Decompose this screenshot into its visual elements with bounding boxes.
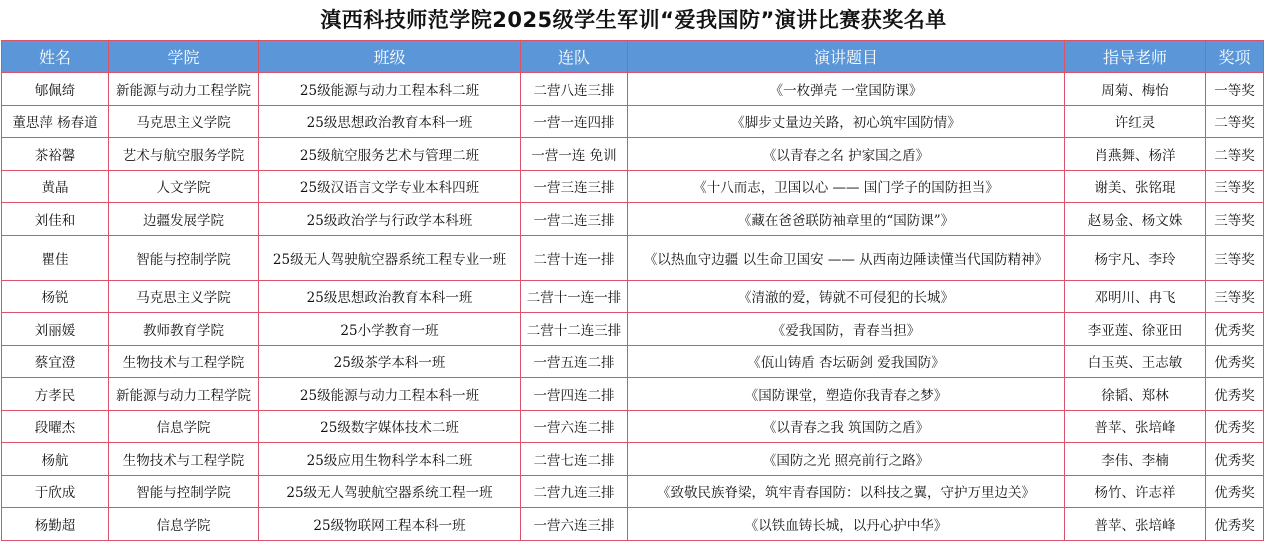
cell-college: 新能源与动力工程学院 (109, 73, 259, 106)
cell-company: 一营六连二排 (521, 410, 628, 443)
cell-award: 三等奖 (1206, 280, 1264, 313)
cell-class: 25级物联网工程本科一班 (259, 508, 521, 541)
cell-class: 25级航空服务艺术与管理二班 (259, 138, 521, 171)
cell-speech-title: 《国防之光 照亮前行之路》 (628, 443, 1065, 476)
header-name: 姓名 (2, 41, 109, 73)
cell-name: 黄晶 (2, 170, 109, 203)
cell-college: 马克思主义学院 (109, 280, 259, 313)
cell-company: 一营一连四排 (521, 105, 628, 138)
cell-advisor: 李伟、李楠 (1065, 443, 1206, 476)
cell-award: 优秀奖 (1206, 345, 1264, 378)
cell-company: 二营十一连一排 (521, 280, 628, 313)
cell-name: 刘丽媛 (2, 313, 109, 346)
cell-class: 25级能源与动力工程本科一班 (259, 378, 521, 411)
cell-class: 25小学教育一班 (259, 313, 521, 346)
cell-company: 二营十二连三排 (521, 313, 628, 346)
cell-name: 方孝民 (2, 378, 109, 411)
cell-college: 新能源与动力工程学院 (109, 378, 259, 411)
header-advisor: 指导老师 (1065, 41, 1206, 73)
header-award: 奖项 (1206, 41, 1264, 73)
table-row (2, 475, 1264, 508)
cell-award: 优秀奖 (1206, 378, 1264, 411)
cell-name: 郇佩绮 (2, 73, 109, 106)
cell-class: 25级无人驾驶航空器系统工程一班 (259, 475, 521, 508)
cell-award: 三等奖 (1206, 235, 1264, 280)
cell-class: 25级政治学与行政学本科班 (259, 203, 521, 236)
award-table (1, 40, 1264, 541)
cell-college: 信息学院 (109, 410, 259, 443)
cell-college: 生物技术与工程学院 (109, 345, 259, 378)
cell-speech-title: 《佤山铸盾 杏坛砺剑 爱我国防》 (628, 345, 1065, 378)
cell-company: 二营十连一排 (521, 235, 628, 280)
cell-college: 马克思主义学院 (109, 105, 259, 138)
cell-award: 三等奖 (1206, 203, 1264, 236)
cell-speech-title: 《藏在爸爸联防袖章里的“国防课”》 (628, 203, 1065, 236)
cell-college: 生物技术与工程学院 (109, 443, 259, 476)
cell-college: 人文学院 (109, 170, 259, 203)
cell-advisor: 周菊、梅怡 (1065, 73, 1206, 106)
cell-advisor: 赵易金、杨文姝 (1065, 203, 1206, 236)
cell-company: 一营一连 免训 (521, 138, 628, 171)
cell-name: 段曜杰 (2, 410, 109, 443)
header-college: 学院 (109, 41, 259, 73)
table-row (2, 410, 1264, 443)
cell-speech-title: 《国防课堂，塑造你我青春之梦》 (628, 378, 1065, 411)
cell-speech-title: 《以热血守边疆 以生命卫国安 —— 从西南边陲读懂当代国防精神》 (628, 235, 1065, 280)
cell-advisor: 杨宇凡、李玲 (1065, 235, 1206, 280)
cell-speech-title: 《以青春之我 筑国防之盾》 (628, 410, 1065, 443)
table-row (2, 280, 1264, 313)
table-row (2, 345, 1264, 378)
cell-college: 智能与控制学院 (109, 475, 259, 508)
cell-award: 优秀奖 (1206, 410, 1264, 443)
cell-class: 25级数字媒体技术二班 (259, 410, 521, 443)
cell-company: 一营四连二排 (521, 378, 628, 411)
cell-company: 二营八连三排 (521, 73, 628, 106)
cell-company: 一营三连三排 (521, 170, 628, 203)
cell-advisor: 普苹、张培峰 (1065, 508, 1206, 541)
cell-award: 优秀奖 (1206, 475, 1264, 508)
cell-advisor: 杨竹、许志祥 (1065, 475, 1206, 508)
cell-speech-title: 《十八而志，卫国以心 —— 国门学子的国防担当》 (628, 170, 1065, 203)
cell-name: 蔡宜澄 (2, 345, 109, 378)
cell-award: 优秀奖 (1206, 443, 1264, 476)
cell-class: 25级思想政治教育本科一班 (259, 280, 521, 313)
cell-class: 25级无人驾驶航空器系统工程专业一班 (259, 235, 521, 280)
cell-advisor: 普苹、张培峰 (1065, 410, 1206, 443)
cell-award: 一等奖 (1206, 73, 1264, 106)
cell-company: 二营七连二排 (521, 443, 628, 476)
table-row (2, 313, 1264, 346)
cell-college: 信息学院 (109, 508, 259, 541)
table-row (2, 170, 1264, 203)
cell-advisor: 白玉英、王志敏 (1065, 345, 1206, 378)
cell-name: 刘佳和 (2, 203, 109, 236)
table-row (2, 508, 1264, 541)
cell-speech-title: 《致敬民族脊梁，筑牢青春国防：以科技之翼，守护万里边关》 (628, 475, 1065, 508)
cell-award: 优秀奖 (1206, 313, 1264, 346)
table-row (2, 443, 1264, 476)
cell-company: 一营六连三排 (521, 508, 628, 541)
cell-advisor: 许红灵 (1065, 105, 1206, 138)
header-speech-title: 演讲题目 (628, 41, 1065, 73)
cell-college: 艺术与航空服务学院 (109, 138, 259, 171)
table-row (2, 203, 1264, 236)
cell-name: 杨航 (2, 443, 109, 476)
cell-name: 于欣成 (2, 475, 109, 508)
cell-speech-title: 《以青春之名 护家国之盾》 (628, 138, 1065, 171)
table-row (2, 378, 1264, 411)
cell-advisor: 徐韬、郑林 (1065, 378, 1206, 411)
page-title: 滇西科技师范学院2025级学生军训“爱我国防”演讲比赛获奖名单 (320, 8, 947, 32)
cell-class: 25级应用生物科学本科二班 (259, 443, 521, 476)
table-row (2, 105, 1264, 138)
cell-class: 25级能源与动力工程本科二班 (259, 73, 521, 106)
cell-class: 25级思想政治教育本科一班 (259, 105, 521, 138)
cell-advisor: 肖燕舞、杨洋 (1065, 138, 1206, 171)
cell-speech-title: 《爱我国防，青春当担》 (628, 313, 1065, 346)
cell-speech-title: 《一枚弹壳 一堂国防课》 (628, 73, 1065, 106)
cell-college: 边疆发展学院 (109, 203, 259, 236)
table-row (2, 138, 1264, 171)
cell-speech-title: 《脚步丈量边关路，初心筑牢国防情》 (628, 105, 1065, 138)
table-header-row (2, 41, 1264, 73)
cell-company: 一营二连三排 (521, 203, 628, 236)
cell-advisor: 谢美、张铭琨 (1065, 170, 1206, 203)
cell-award: 二等奖 (1206, 105, 1264, 138)
header-company: 连队 (521, 41, 628, 73)
cell-name: 杨锐 (2, 280, 109, 313)
cell-college: 教师教育学院 (109, 313, 259, 346)
cell-award: 优秀奖 (1206, 508, 1264, 541)
header-class: 班级 (259, 41, 521, 73)
cell-college: 智能与控制学院 (109, 235, 259, 280)
cell-name: 茶裕馨 (2, 138, 109, 171)
cell-award: 二等奖 (1206, 138, 1264, 171)
cell-name: 瞿佳 (2, 235, 109, 280)
cell-name: 杨勤超 (2, 508, 109, 541)
cell-speech-title: 《清澈的爱，铸就不可侵犯的长城》 (628, 280, 1065, 313)
cell-class: 25级汉语言文学专业本科四班 (259, 170, 521, 203)
table-row (2, 235, 1264, 280)
cell-company: 二营九连三排 (521, 475, 628, 508)
cell-name: 董思萍 杨春道 (2, 105, 109, 138)
cell-advisor: 邓明川、冉飞 (1065, 280, 1206, 313)
cell-class: 25级茶学本科一班 (259, 345, 521, 378)
cell-advisor: 李亚莲、徐亚田 (1065, 313, 1206, 346)
table-row (2, 73, 1264, 106)
cell-speech-title: 《以铁血铸长城，以丹心护中华》 (628, 508, 1065, 541)
cell-award: 三等奖 (1206, 170, 1264, 203)
cell-company: 一营五连二排 (521, 345, 628, 378)
